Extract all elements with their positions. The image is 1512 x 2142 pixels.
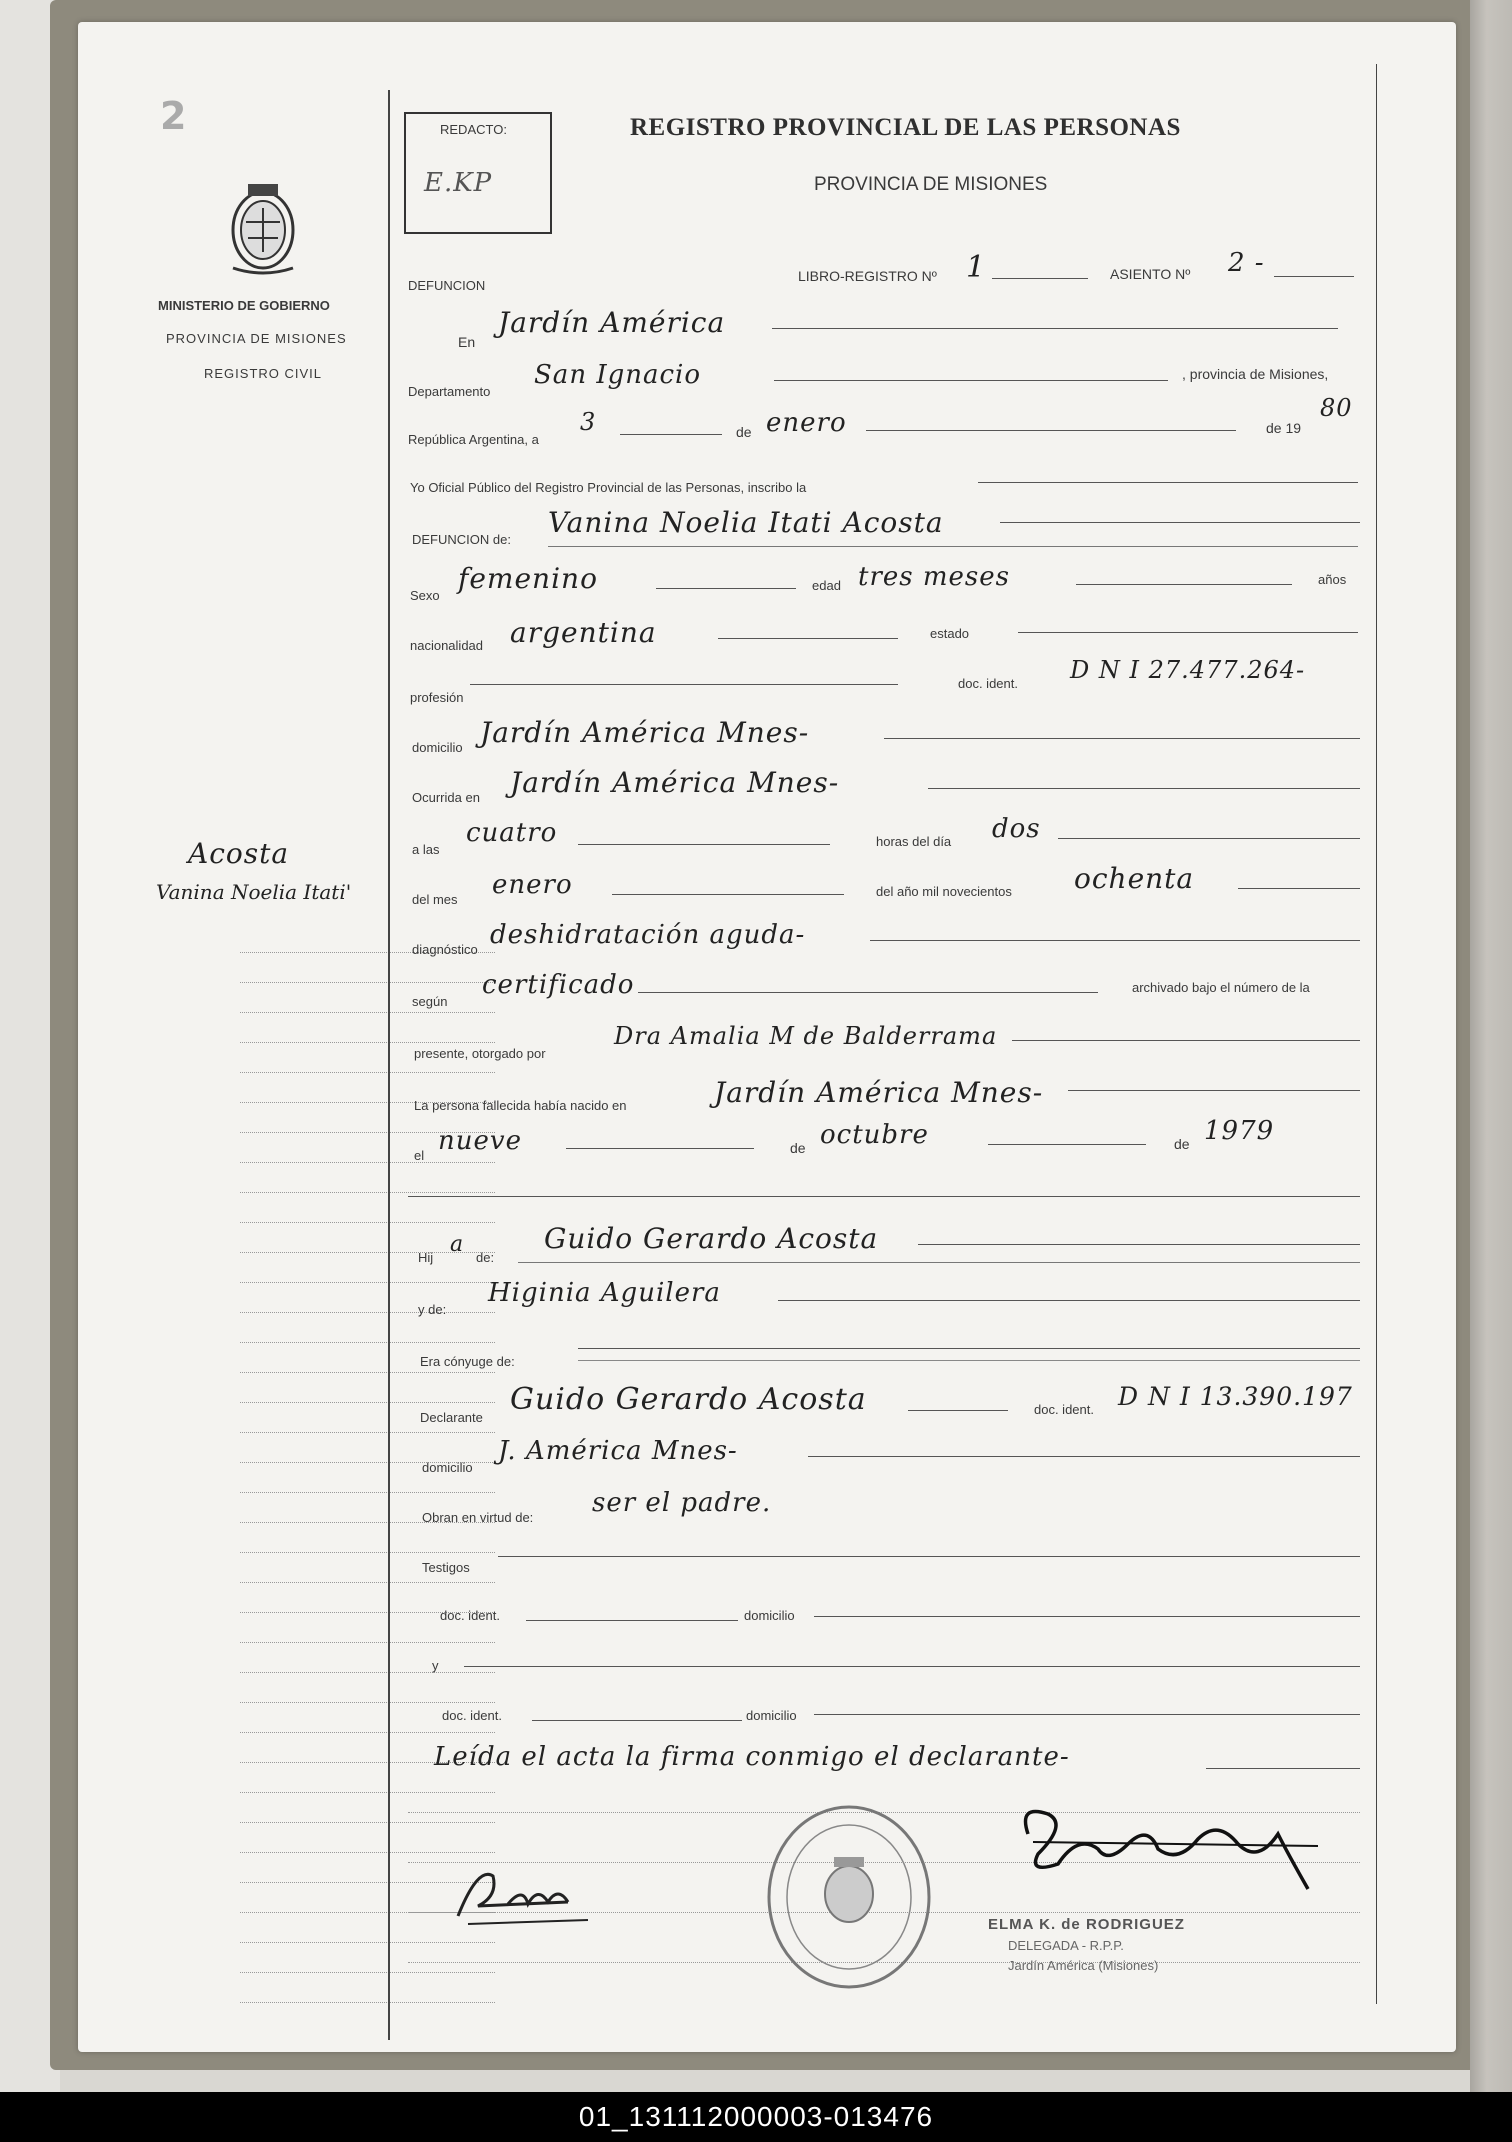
segun-label: según <box>412 994 448 1009</box>
t2-dom-label: domicilio <box>746 1708 797 1723</box>
anio-value: 80 <box>1320 394 1353 422</box>
asiento-value: 2 - <box>1228 248 1265 278</box>
nacido-value: Jardín América Mnes- <box>714 1076 1044 1109</box>
page-number: 2 <box>160 94 187 138</box>
hij-suffix: a <box>450 1232 465 1257</box>
register-page <box>78 22 1456 2052</box>
departamento-label: Departamento <box>408 384 491 399</box>
yde-label: y de: <box>418 1302 447 1317</box>
ministry-label: MINISTERIO DE GOBIERNO <box>158 298 330 313</box>
registry-subtitle: PROVINCIA DE MISIONES <box>814 174 1048 195</box>
doc-label: doc. ident. <box>958 676 1018 691</box>
edad-value: tres meses <box>858 562 1010 592</box>
oficial-label: Yo Oficial Público del Registro Provincial de las Personas, inscribo la <box>410 480 807 495</box>
republica-label: República Argentina, a <box>408 432 539 447</box>
declarant-signature <box>448 1856 618 1941</box>
de2-label: de <box>790 1140 806 1156</box>
dom2-label: domicilio <box>422 1460 473 1475</box>
nacionalidad-label: nacionalidad <box>410 638 484 653</box>
left-column-rule <box>388 90 390 2040</box>
sexo-value: femenino <box>458 562 598 595</box>
profesion-label: profesión <box>410 690 464 705</box>
closing-statement: Leída el acta la firma conmigo el declarante- <box>434 1742 1070 1772</box>
archivado-label: archivado bajo el número de la <box>1132 980 1310 995</box>
delmes-value: enero <box>492 870 573 900</box>
redacto-label: REDACTO: <box>440 122 507 137</box>
estado-label: estado <box>930 626 970 641</box>
declarante-value: Guido Gerardo Acosta <box>510 1382 867 1417</box>
presente-value: Dra Amalia M de Balderrama <box>614 1022 998 1050</box>
el-label: el <box>414 1148 425 1163</box>
alas-label: a las <box>412 842 440 857</box>
presente-label: presente, otorgado por <box>414 1046 546 1061</box>
scan-id-footer: 01_131112000003-013476 <box>0 2092 1512 2142</box>
right-column-rule <box>1376 64 1377 2004</box>
margin-given-names: Vanina Noelia Itati' <box>156 880 352 904</box>
stamp-place: Jardín América (Misiones) <box>1008 1958 1159 1973</box>
alas-value: cuatro <box>466 818 558 848</box>
de-label: de <box>736 424 752 440</box>
horas-value: dos <box>992 814 1041 844</box>
delmes-label: del mes <box>412 892 458 907</box>
segun-value: certificado <box>482 970 635 1000</box>
horas-label: horas del día <box>876 834 952 849</box>
provincia-label: , provincia de Misiones, <box>1182 366 1329 382</box>
departamento-value: San Ignacio <box>534 360 702 390</box>
defuncion-de-label: DEFUNCION de: <box>412 532 511 547</box>
dom2-value: J. América Mnes- <box>498 1436 738 1466</box>
stamp-role: DELEGADA - R.P.P. <box>1008 1938 1124 1953</box>
y-label: y <box>432 1658 439 1673</box>
edad-label: edad <box>812 578 841 593</box>
asiento-label: ASIENTO Nº <box>1110 266 1191 282</box>
diagnostico-label: diagnóstico <box>412 942 478 957</box>
domicilio-label: domicilio <box>412 740 463 755</box>
t1-dom-label: domicilio <box>744 1608 795 1623</box>
margin-surname: Acosta <box>188 837 290 870</box>
t1-doc-label: doc. ident. <box>440 1608 500 1623</box>
anos-label: años <box>1318 572 1347 587</box>
en-label: En <box>458 334 476 350</box>
doc-value: D N I 27.477.264- <box>1070 656 1306 684</box>
scan-edge-right <box>1470 0 1512 2100</box>
anio-prefix: de 19 <box>1266 420 1302 436</box>
en-value: Jardín América <box>498 306 726 339</box>
de2-value: octubre <box>820 1120 929 1150</box>
hij-value: Guido Gerardo Acosta <box>544 1222 879 1255</box>
ocurrida-value: Jardín América Mnes- <box>510 766 840 799</box>
declarante-doc-value: D N I 13.390.197 <box>1118 1382 1353 1411</box>
ocurrida-label: Ocurrida en <box>412 790 480 805</box>
nacionalidad-value: argentina <box>510 616 657 649</box>
de3-value: 1979 <box>1204 1116 1275 1146</box>
defuncion-de-value: Vanina Noelia Itati Acosta <box>548 506 944 539</box>
domicilio-value: Jardín América Mnes- <box>480 716 810 749</box>
nacido-label: La persona fallecida había nacido en <box>414 1098 627 1113</box>
mes-value: enero <box>766 408 847 438</box>
ministry-registry: REGISTRO CIVIL <box>204 366 323 381</box>
stamp-name: ELMA K. de RODRIGUEZ <box>988 1916 1185 1933</box>
testigos-label: Testigos <box>422 1560 470 1575</box>
hij-label: Hij <box>418 1250 434 1265</box>
official-seal-icon <box>764 1802 934 1997</box>
coat-of-arms-icon <box>218 172 308 287</box>
obran-label: Obran en virtud de: <box>422 1510 534 1525</box>
delanio-value: ochenta <box>1074 862 1195 895</box>
declarante-label: Declarante <box>420 1410 483 1425</box>
registry-title: REGISTRO PROVINCIAL DE LAS PERSONAS <box>630 114 1181 141</box>
redacto-initials: E.KP <box>424 168 493 198</box>
declarante-doc-label: doc. ident. <box>1034 1402 1094 1417</box>
libro-value: 1 <box>966 250 987 285</box>
dia-value: 3 <box>580 408 597 436</box>
obran-value: ser el padre. <box>592 1488 772 1518</box>
conyuge-label: Era cónyuge de: <box>420 1354 515 1369</box>
el-value: nueve <box>438 1126 522 1156</box>
ministry-province: PROVINCIA DE MISIONES <box>166 331 347 346</box>
yde-value: Higinia Aguilera <box>488 1278 721 1308</box>
diagnostico-value: deshidratación aguda- <box>490 920 806 950</box>
hij-de-label: de: <box>476 1250 495 1265</box>
t2-doc-label: doc. ident. <box>442 1708 502 1723</box>
sexo-label: Sexo <box>410 588 440 603</box>
libro-label: LIBRO-REGISTRO Nº <box>798 268 937 284</box>
delanio-label: del año mil novecientos <box>876 884 1012 899</box>
record-type: DEFUNCION <box>408 278 486 293</box>
de3-label: de <box>1174 1136 1190 1152</box>
